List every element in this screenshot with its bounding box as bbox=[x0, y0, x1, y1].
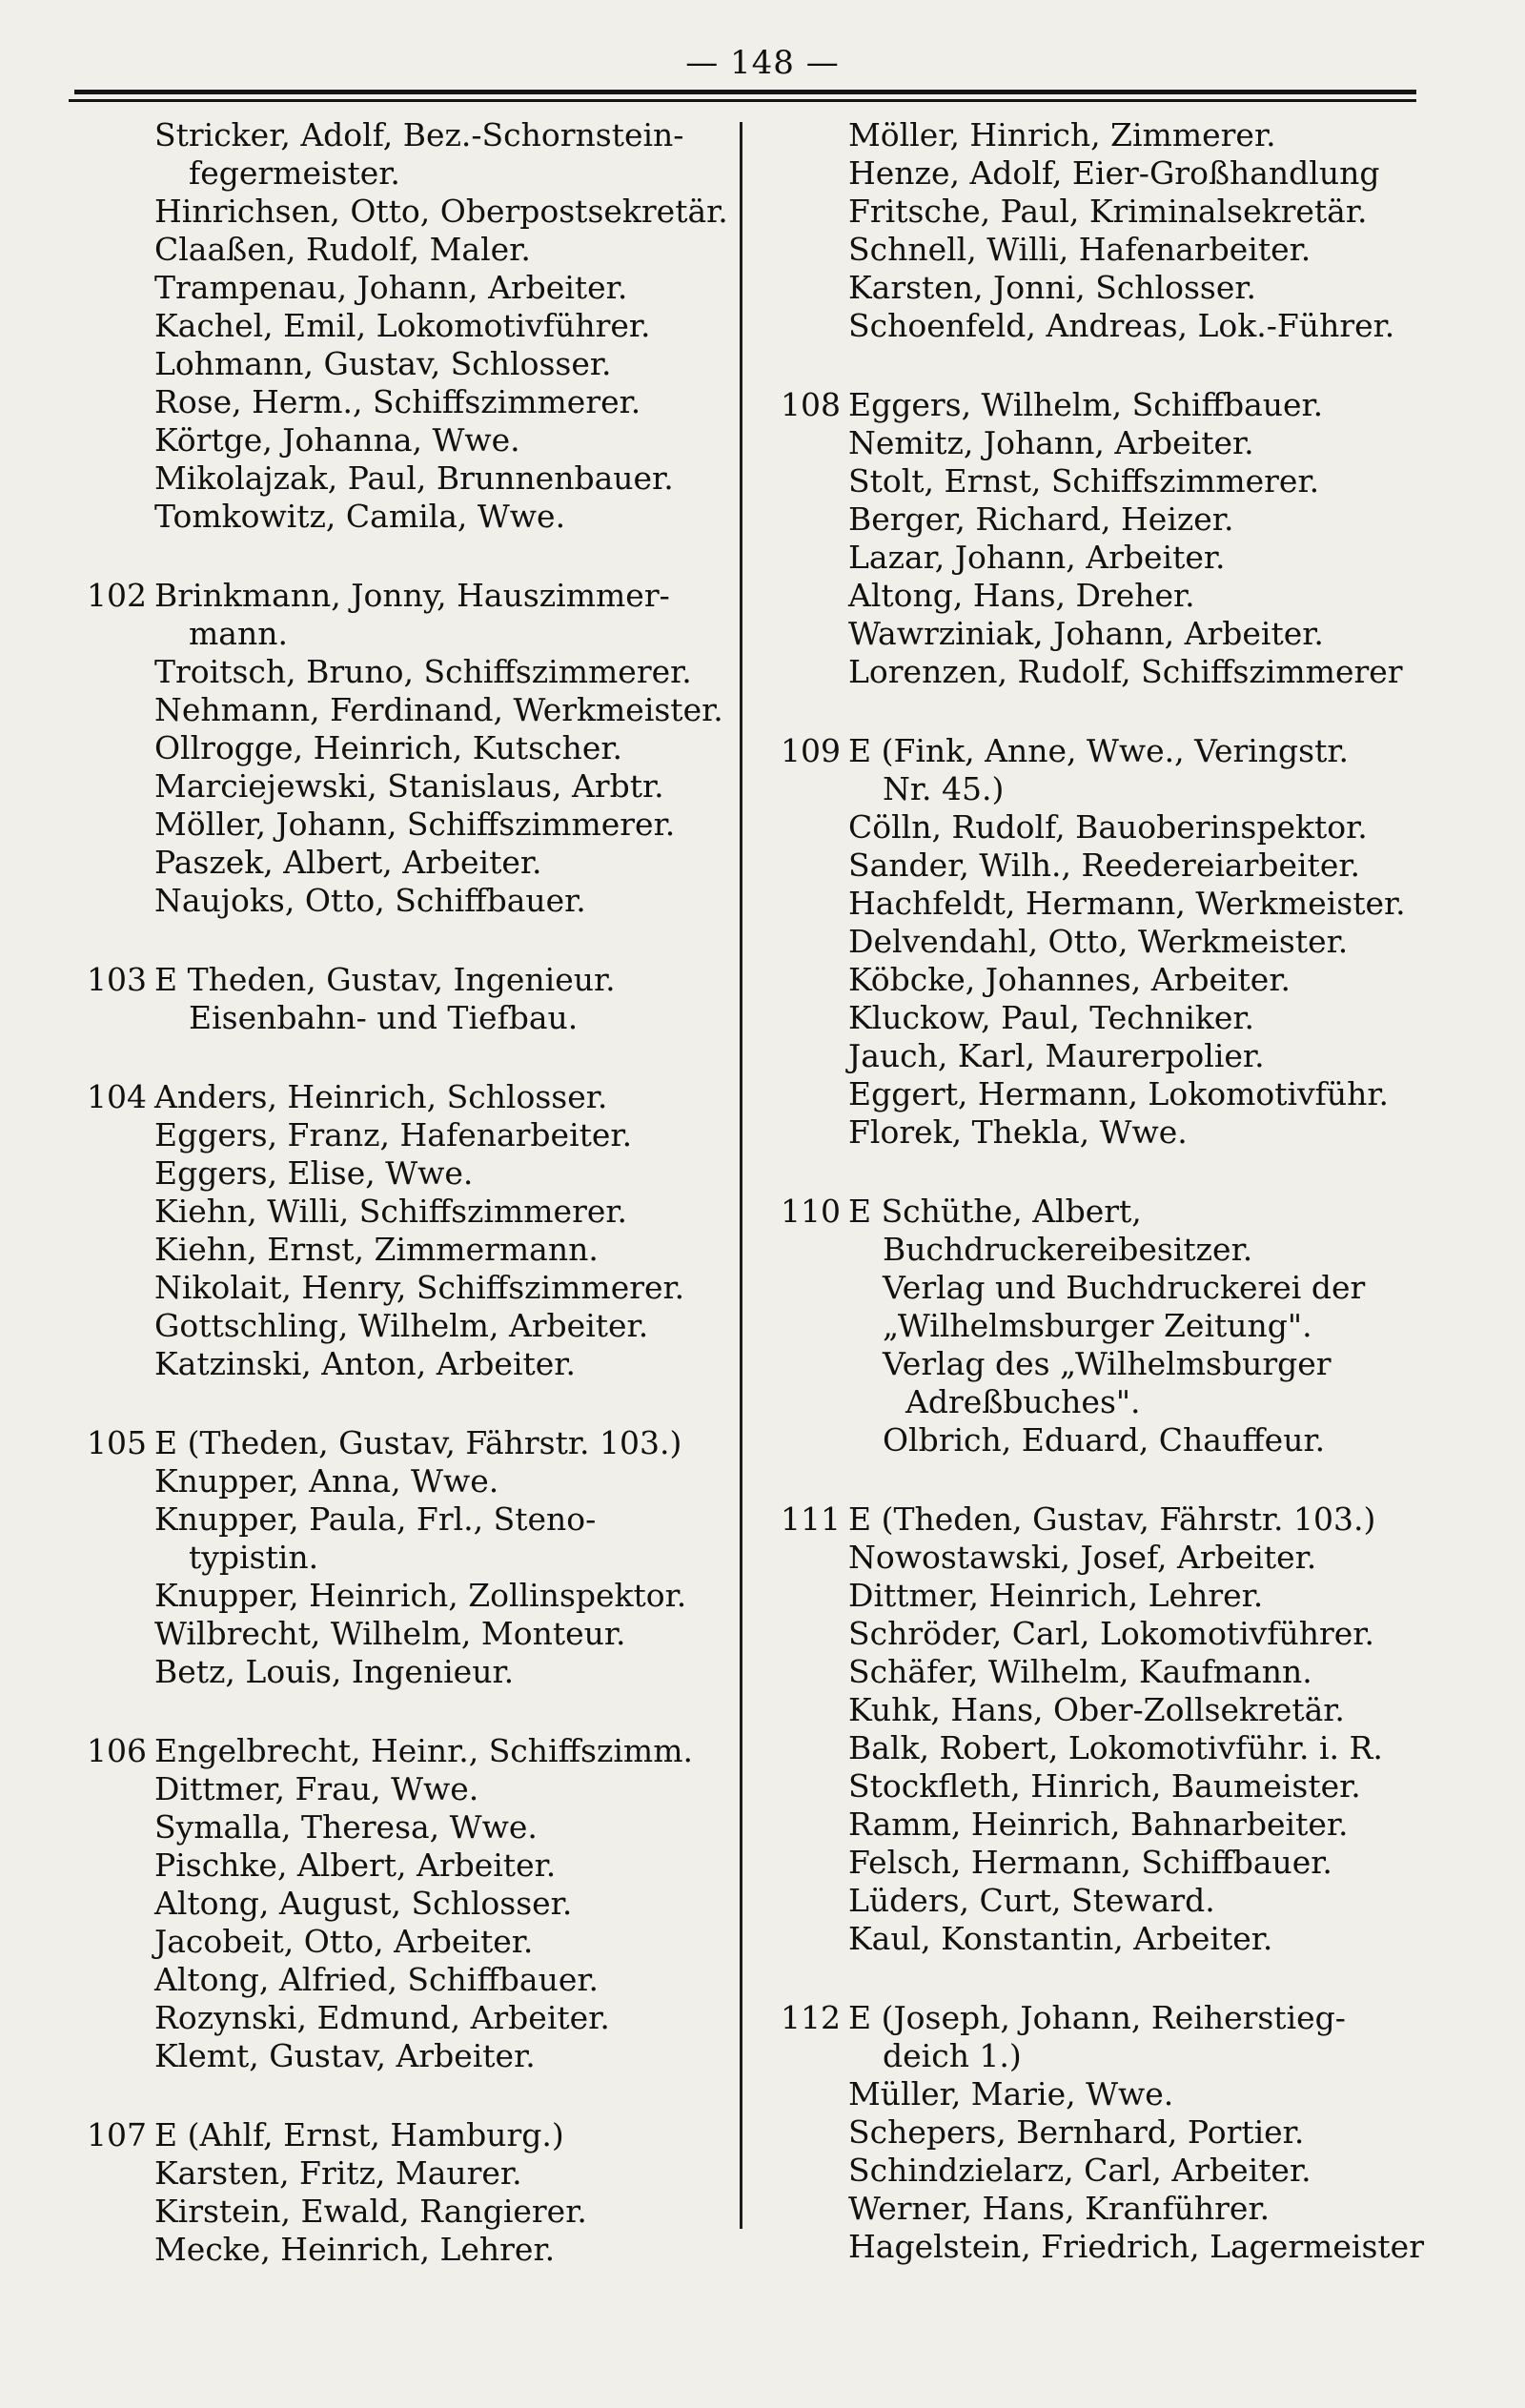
directory-entry bbox=[78, 307, 726, 345]
resident-text: Nr. 45.) bbox=[883, 770, 1005, 807]
resident-text: E (Theden, Gustav, Fährstr. 103.) bbox=[154, 1424, 682, 1461]
directory-entry bbox=[772, 1539, 1458, 1577]
directory-entry bbox=[78, 2193, 726, 2231]
resident-text: Kuhk, Hans, Ober-Zollsekretär. bbox=[848, 1691, 1345, 1728]
directory-entry bbox=[772, 961, 1458, 999]
directory-entry bbox=[78, 1923, 726, 1961]
directory-entry bbox=[772, 1307, 1458, 1345]
resident-text: Nemitz, Johann, Arbeiter. bbox=[848, 424, 1254, 461]
directory-entry bbox=[78, 577, 726, 615]
section-gap bbox=[772, 1958, 1458, 1999]
directory-entry bbox=[78, 1345, 726, 1383]
directory-entry bbox=[78, 1424, 726, 1462]
house-number: 105 bbox=[87, 1424, 147, 1461]
resident-text: Olbrich, Eduard, Chauffeur. bbox=[883, 1421, 1326, 1459]
resident-text: E Theden, Gustav, Ingenieur. bbox=[154, 961, 616, 998]
directory-entry bbox=[772, 193, 1458, 231]
directory-entry bbox=[772, 1500, 1458, 1539]
resident-text: Kluckow, Paul, Techniker. bbox=[848, 999, 1254, 1036]
resident-text: Felsch, Hermann, Schiffbauer. bbox=[848, 1844, 1332, 1881]
directory-entry bbox=[78, 231, 726, 269]
resident-text: Eisenbahn- und Tiefbau. bbox=[189, 999, 579, 1036]
directory-entry bbox=[772, 923, 1458, 961]
resident-text: Lüders, Curt, Steward. bbox=[848, 1882, 1215, 1919]
resident-text: Eggert, Hermann, Lokomotivführ. bbox=[848, 1075, 1390, 1112]
resident-text: Kachel, Emil, Lokomotivführer. bbox=[154, 307, 651, 344]
resident-text: Köbcke, Johannes, Arbeiter. bbox=[848, 961, 1291, 998]
resident-text: Paszek, Albert, Arbeiter. bbox=[154, 844, 542, 881]
resident-text: Fritsche, Paul, Kriminalsekretär. bbox=[848, 193, 1368, 230]
resident-text: Nehmann, Ferdinand, Werkmeister. bbox=[154, 691, 723, 728]
resident-text: Pischke, Albert, Arbeiter. bbox=[154, 1847, 557, 1884]
resident-text: Cölln, Rudolf, Bauoberinspektor. bbox=[848, 808, 1368, 846]
resident-text: Dittmer, Heinrich, Lehrer. bbox=[848, 1577, 1264, 1614]
directory-entry bbox=[772, 1421, 1458, 1459]
resident-text: Rozynski, Edmund, Arbeiter. bbox=[154, 1999, 610, 2036]
directory-entry bbox=[78, 116, 726, 154]
directory-entry bbox=[772, 2152, 1458, 2190]
directory-entry bbox=[78, 459, 726, 498]
directory-entry bbox=[78, 2231, 726, 2269]
directory-entry bbox=[78, 615, 726, 653]
resident-text: Tomkowitz, Camila, Wwe. bbox=[154, 498, 566, 535]
directory-entry bbox=[78, 729, 726, 767]
directory-entry bbox=[78, 961, 726, 999]
resident-text: „Wilhelmsburger Zeitung". bbox=[883, 1307, 1312, 1344]
header-rule-thin bbox=[69, 99, 1416, 102]
directory-entry bbox=[772, 1577, 1458, 1615]
directory-entry bbox=[78, 1193, 726, 1231]
directory-entry bbox=[772, 116, 1458, 154]
directory-entry bbox=[772, 154, 1458, 193]
header-rule-thick bbox=[74, 90, 1416, 94]
directory-entry bbox=[772, 500, 1458, 539]
directory-entry bbox=[78, 421, 726, 459]
directory-entry bbox=[78, 653, 726, 691]
resident-text: Schröder, Carl, Lokomotivführer. bbox=[848, 1615, 1374, 1652]
resident-text: Marciejewski, Stanislaus, Arbtr. bbox=[154, 767, 664, 805]
directory-entry bbox=[772, 2228, 1458, 2266]
directory-entry bbox=[772, 808, 1458, 847]
directory-entry bbox=[78, 154, 726, 193]
directory-entry bbox=[772, 1691, 1458, 1729]
resident-text: Karsten, Jonni, Schlosser. bbox=[848, 269, 1257, 306]
resident-text: Trampenau, Johann, Arbeiter. bbox=[154, 269, 628, 306]
resident-text: Lorenzen, Rudolf, Schiffszimmerer bbox=[848, 653, 1403, 690]
resident-text: Kaul, Konstantin, Arbeiter. bbox=[848, 1920, 1273, 1957]
resident-text: Wawrziniak, Johann, Arbeiter. bbox=[848, 615, 1324, 652]
directory-entry bbox=[772, 2075, 1458, 2113]
directory-entry bbox=[78, 844, 726, 882]
directory-entry bbox=[78, 193, 726, 231]
directory-entry bbox=[772, 1653, 1458, 1691]
directory-entry bbox=[772, 231, 1458, 269]
directory-entry bbox=[772, 1269, 1458, 1307]
directory-entry bbox=[772, 269, 1458, 307]
directory-entry bbox=[772, 615, 1458, 653]
resident-text: Kiehn, Willi, Schiffszimmerer. bbox=[154, 1193, 628, 1230]
directory-entry bbox=[772, 653, 1458, 691]
directory-entry bbox=[78, 1770, 726, 1808]
directory-entry bbox=[78, 1732, 726, 1770]
resident-text: Katzinski, Anton, Arbeiter. bbox=[154, 1345, 576, 1382]
resident-text: Altong, August, Schlosser. bbox=[154, 1885, 573, 1922]
resident-text: Lazar, Johann, Arbeiter. bbox=[848, 539, 1226, 576]
directory-entry bbox=[78, 1577, 726, 1615]
resident-text: Knupper, Paula, Frl., Steno- bbox=[154, 1500, 597, 1538]
resident-text: E (Joseph, Johann, Reiherstieg- bbox=[848, 1999, 1346, 2036]
directory-entry bbox=[78, 269, 726, 307]
house-number: 112 bbox=[781, 1999, 841, 2036]
resident-text: Altong, Hans, Dreher. bbox=[848, 577, 1195, 614]
resident-text: Eggers, Wilhelm, Schiffbauer. bbox=[848, 386, 1324, 423]
resident-text: Möller, Johann, Schiffszimmerer. bbox=[154, 806, 676, 843]
directory-entry bbox=[772, 1999, 1458, 2037]
resident-text: Naujoks, Otto, Schiffbauer. bbox=[154, 882, 586, 919]
directory-entry bbox=[772, 1882, 1458, 1920]
resident-text: Werner, Hans, Kranführer. bbox=[848, 2190, 1271, 2227]
resident-text: Kiehn, Ernst, Zimmermann. bbox=[154, 1231, 599, 1268]
directory-entry bbox=[772, 1345, 1458, 1383]
right-column bbox=[772, 116, 1458, 2266]
resident-text: Lohmann, Gustav, Schlosser. bbox=[154, 345, 612, 382]
directory-entry bbox=[78, 1231, 726, 1269]
directory-entry bbox=[78, 2037, 726, 2075]
directory-entry bbox=[78, 691, 726, 729]
house-number: 104 bbox=[87, 1078, 147, 1115]
resident-text: E (Ahlf, Ernst, Hamburg.) bbox=[154, 2116, 564, 2153]
resident-text: Gottschling, Wilhelm, Arbeiter. bbox=[154, 1307, 649, 1344]
resident-text: Jauch, Karl, Maurerpolier. bbox=[848, 1037, 1265, 1074]
resident-text: Verlag und Buchdruckerei der bbox=[883, 1269, 1366, 1306]
resident-text: Schepers, Bernhard, Portier. bbox=[848, 2113, 1305, 2151]
resident-text: Buchdruckereibesitzer. bbox=[883, 1231, 1253, 1268]
directory-entry bbox=[78, 345, 726, 383]
resident-text: Claaßen, Rudolf, Maler. bbox=[154, 231, 531, 268]
resident-text: Florek, Thekla, Wwe. bbox=[848, 1113, 1188, 1151]
directory-entry bbox=[772, 770, 1458, 808]
resident-text: Schnell, Willi, Hafenarbeiter. bbox=[848, 231, 1312, 268]
directory-entry bbox=[78, 1154, 726, 1193]
resident-text: mann. bbox=[189, 615, 288, 652]
directory-entry bbox=[772, 885, 1458, 923]
resident-text: Anders, Heinrich, Schlosser. bbox=[154, 1078, 608, 1115]
directory-entry bbox=[772, 462, 1458, 500]
directory-entry bbox=[78, 882, 726, 920]
resident-text: Nikolait, Henry, Schiffszimmerer. bbox=[154, 1269, 685, 1306]
resident-text: typistin. bbox=[189, 1539, 319, 1576]
section-gap bbox=[78, 920, 726, 961]
directory-entry bbox=[78, 1999, 726, 2037]
resident-text: Knupper, Anna, Wwe. bbox=[154, 1462, 499, 1500]
directory-entry bbox=[772, 577, 1458, 615]
resident-text: Henze, Adolf, Eier-Großhandlung bbox=[848, 154, 1380, 192]
directory-entry bbox=[78, 1539, 726, 1577]
resident-text: Stolt, Ernst, Schiffszimmerer. bbox=[848, 462, 1320, 500]
resident-text: Mikolajzak, Paul, Brunnenbauer. bbox=[154, 459, 674, 497]
resident-text: Ramm, Heinrich, Bahnarbeiter. bbox=[848, 1806, 1349, 1843]
directory-entry bbox=[772, 1113, 1458, 1152]
resident-text: Sander, Wilh., Reedereiarbeiter. bbox=[848, 847, 1360, 884]
directory-entry bbox=[78, 383, 726, 421]
section-gap bbox=[772, 1459, 1458, 1500]
directory-entry bbox=[772, 424, 1458, 462]
directory-entry bbox=[78, 1269, 726, 1307]
directory-entry bbox=[78, 498, 726, 536]
resident-text: Körtge, Johanna, Wwe. bbox=[154, 421, 520, 459]
resident-text: Schindzielarz, Carl, Arbeiter. bbox=[848, 2152, 1312, 2189]
directory-entry bbox=[772, 386, 1458, 424]
directory-entry bbox=[772, 2037, 1458, 2075]
resident-text: Mecke, Heinrich, Lehrer. bbox=[154, 2231, 556, 2268]
directory-entry bbox=[772, 1844, 1458, 1882]
resident-text: Rose, Herm., Schiffszimmerer. bbox=[154, 383, 641, 420]
directory-entry bbox=[772, 999, 1458, 1037]
directory-entry bbox=[772, 307, 1458, 345]
directory-entry bbox=[772, 539, 1458, 577]
resident-text: Hachfeldt, Hermann, Werkmeister. bbox=[848, 885, 1406, 922]
directory-entry bbox=[78, 2154, 726, 2193]
resident-text: Eggers, Franz, Hafenarbeiter. bbox=[154, 1116, 633, 1153]
resident-text: Möller, Hinrich, Zimmerer. bbox=[848, 116, 1276, 153]
directory-entry bbox=[78, 1808, 726, 1847]
resident-text: Eggers, Elise, Wwe. bbox=[154, 1154, 474, 1192]
section-gap bbox=[772, 1152, 1458, 1193]
section-gap bbox=[772, 691, 1458, 732]
directory-entry bbox=[78, 1307, 726, 1345]
directory-entry bbox=[78, 1615, 726, 1653]
resident-text: Nowostawski, Josef, Arbeiter. bbox=[848, 1539, 1317, 1576]
directory-entry bbox=[78, 1116, 726, 1154]
directory-entry bbox=[772, 1231, 1458, 1269]
resident-text: Berger, Richard, Heizer. bbox=[848, 500, 1234, 538]
resident-text: Troitsch, Bruno, Schiffszimmerer. bbox=[154, 653, 692, 690]
resident-text: Altong, Alfried, Schiffbauer. bbox=[154, 1961, 599, 1998]
directory-entry bbox=[78, 1462, 726, 1500]
section-gap bbox=[772, 345, 1458, 386]
section-gap bbox=[78, 2075, 726, 2116]
resident-text: E Schüthe, Albert, bbox=[848, 1193, 1142, 1230]
resident-text: Schoenfeld, Andreas, Lok.-Führer. bbox=[848, 307, 1395, 344]
directory-entry bbox=[772, 1037, 1458, 1075]
house-number: 110 bbox=[781, 1193, 841, 1230]
resident-text: Verlag des „Wilhelmsburger bbox=[883, 1345, 1332, 1382]
column-divider bbox=[740, 122, 742, 2229]
house-number: 111 bbox=[781, 1500, 841, 1538]
directory-entry bbox=[772, 1193, 1458, 1231]
resident-text: Stockfleth, Hinrich, Baumeister. bbox=[848, 1767, 1361, 1805]
directory-entry bbox=[78, 1847, 726, 1885]
house-number: 109 bbox=[781, 732, 841, 769]
resident-text: Dittmer, Frau, Wwe. bbox=[154, 1770, 479, 1807]
resident-text: Wilbrecht, Wilhelm, Monteur. bbox=[154, 1615, 626, 1652]
resident-text: Klemt, Gustav, Arbeiter. bbox=[154, 2037, 536, 2074]
directory-entry bbox=[772, 1767, 1458, 1806]
house-number: 103 bbox=[87, 961, 147, 998]
resident-text: Ollrogge, Heinrich, Kutscher. bbox=[154, 729, 623, 766]
directory-entry bbox=[772, 1920, 1458, 1958]
resident-text: Adreßbuches". bbox=[905, 1383, 1141, 1420]
directory-entry bbox=[772, 2190, 1458, 2228]
directory-entry bbox=[772, 1075, 1458, 1113]
resident-text: Knupper, Heinrich, Zollinspektor. bbox=[154, 1577, 687, 1614]
section-gap bbox=[78, 1691, 726, 1732]
directory-entry bbox=[772, 2113, 1458, 2152]
resident-text: E (Theden, Gustav, Fährstr. 103.) bbox=[848, 1500, 1376, 1538]
house-number: 108 bbox=[781, 386, 841, 423]
section-gap bbox=[78, 536, 726, 577]
directory-entry bbox=[78, 767, 726, 806]
house-number: 106 bbox=[87, 1732, 147, 1769]
directory-entry bbox=[78, 806, 726, 844]
resident-text: deich 1.) bbox=[883, 2037, 1022, 2074]
resident-text: E (Fink, Anne, Wwe., Veringstr. bbox=[848, 732, 1350, 769]
directory-entry bbox=[78, 2116, 726, 2154]
resident-text: Karsten, Fritz, Maurer. bbox=[154, 2154, 522, 2192]
resident-text: Betz, Louis, Ingenieur. bbox=[154, 1653, 515, 1690]
resident-text: Engelbrecht, Heinr., Schiffszimm. bbox=[154, 1732, 693, 1769]
directory-entry bbox=[78, 1653, 726, 1691]
directory-entry bbox=[772, 847, 1458, 885]
resident-text: Müller, Marie, Wwe. bbox=[848, 2075, 1174, 2112]
resident-text: Jacobeit, Otto, Arbeiter. bbox=[154, 1923, 534, 1960]
directory-entry bbox=[772, 1729, 1458, 1767]
directory-entry bbox=[78, 1885, 726, 1923]
directory-entry bbox=[78, 1078, 726, 1116]
resident-text: Balk, Robert, Lokomotivführ. i. R. bbox=[848, 1729, 1383, 1766]
resident-text: Hinrichsen, Otto, Oberpostsekretär. bbox=[154, 193, 728, 230]
section-gap bbox=[78, 1383, 726, 1424]
resident-text: Schäfer, Wilhelm, Kaufmann. bbox=[848, 1653, 1312, 1690]
resident-text: Symalla, Theresa, Wwe. bbox=[154, 1808, 538, 1846]
page-number: — 148 — bbox=[685, 44, 840, 82]
resident-text: Stricker, Adolf, Bez.-Schornstein- bbox=[154, 116, 684, 153]
section-gap bbox=[78, 1037, 726, 1078]
resident-text: fegermeister. bbox=[189, 154, 400, 192]
directory-entry bbox=[772, 1806, 1458, 1844]
resident-text: Kirstein, Ewald, Rangierer. bbox=[154, 2193, 587, 2230]
left-column bbox=[78, 116, 726, 2269]
resident-text: Delvendahl, Otto, Werkmeister. bbox=[848, 923, 1349, 960]
resident-text: Brinkmann, Jonny, Hauszimmer- bbox=[154, 577, 670, 614]
directory-entry bbox=[772, 732, 1458, 770]
directory-entry bbox=[772, 1615, 1458, 1653]
resident-text: Hagelstein, Friedrich, Lagermeister bbox=[848, 2228, 1424, 2265]
directory-entry bbox=[78, 1961, 726, 1999]
directory-entry bbox=[772, 1383, 1458, 1421]
house-number: 102 bbox=[87, 577, 147, 614]
house-number: 107 bbox=[87, 2116, 147, 2153]
directory-entry bbox=[78, 1500, 726, 1539]
directory-entry bbox=[78, 999, 726, 1037]
